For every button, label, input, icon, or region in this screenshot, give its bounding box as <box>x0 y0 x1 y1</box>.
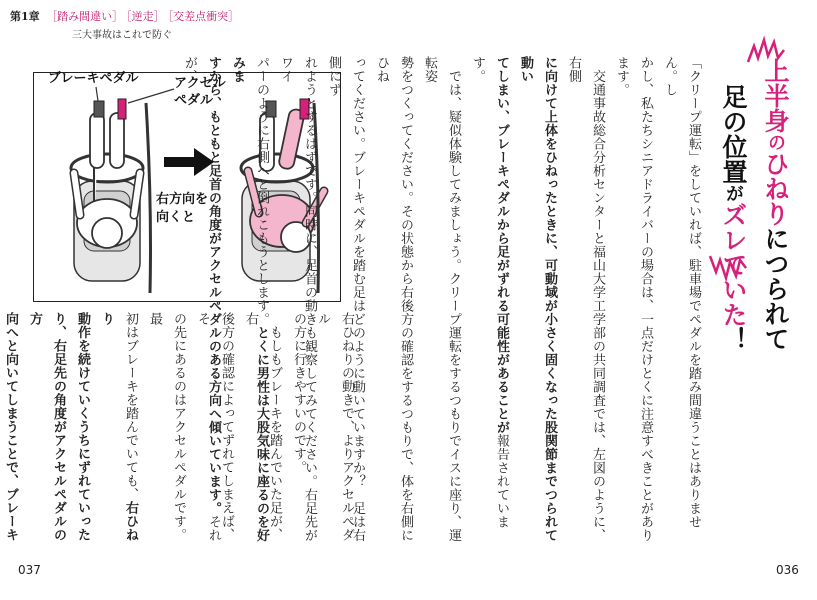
right-line-10b: とくに男性は大股気味に座るのを好みま <box>230 56 269 542</box>
left-line-6a: 初はブレーキを踏んでいても、 <box>123 312 138 501</box>
chapter-number: 第1章 <box>10 10 40 23</box>
right-line-8: ってください。ブレーキペダルを踏む足はどのように動いていますか？ 足は右側にず <box>326 56 365 542</box>
right-line-11: それが、 <box>182 56 221 542</box>
left-line-9: 向へと向いてしまうことで、ブレーキ <box>3 312 18 542</box>
chapter-tag-fumimachigai: ［踏み間違い］ <box>46 10 124 23</box>
right-line-4: に向けて上体をひねったときに、可動域が小さく固くなった股関節までつられて動い <box>518 56 557 542</box>
right-line-2: かし、私たちシニアドライバーの場合は、一点だけとくに注意すべきことがあります。 <box>614 56 653 542</box>
left-line-2: の方に行きやすいのです。 <box>291 312 306 474</box>
accel-pedal-label: アクセル ペダル <box>174 76 226 108</box>
left-line-3: もしもブレーキを踏んでいた足が、右 <box>243 312 282 542</box>
right-line-11b: すから、もともと足首の角度がアクセルペダルのある方向へ傾いています。 <box>206 56 221 515</box>
chapter-header <box>10 8 239 24</box>
right-line-10a: パーのように右側へと倒れこもうとします。 <box>254 56 269 326</box>
right-line-1: 「クリープ運転」をしていれば、駐車場でペダルを踏み間違うことはありません。し <box>662 56 701 529</box>
chapter-tag-gyakusou: ［逆走］ <box>126 10 165 23</box>
headline-col-1: 上半身のひねりにつられて <box>761 58 790 351</box>
left-line-1: 右ひねりの動きで、よりアクセルペダル <box>315 312 354 542</box>
chapter-subtitle: 三大事故はこれで防ぐ <box>72 30 172 41</box>
brake-pedal-label: ブレーキペダル <box>48 71 139 86</box>
right-line-5: 報告されています。 <box>470 56 509 529</box>
left-line-7: 動作を続けていくうちにずれていった <box>75 312 90 542</box>
turn-right-label: 右方向を 向くと <box>156 192 209 225</box>
right-line-3: 交通事故総合分析センターと福山大学工学部の共同調査では、左図のように、右側 <box>566 56 605 542</box>
right-line-5b: てしまい、ブレーキペダルから足がずれる可能性があることが <box>494 56 509 434</box>
left-line-4: 後方の確認によってずれてしまえば、そ <box>195 312 234 542</box>
page-number-left: 037 <box>18 563 41 577</box>
headline-col-2: 足の位置がズレていた！ <box>719 84 748 352</box>
chapter-tag-koushaten: ［交差点衝突］ <box>167 10 240 23</box>
right-line-7: 勢をつくってください。その状態から右後方の確認をするつもりで、体を右側にひね <box>374 56 413 542</box>
left-seat-figure-icon <box>71 99 151 293</box>
right-line-9: れようとするはずです。同時に、足首の動きも観察してみてください。右足先がワイ <box>278 56 317 542</box>
posture-figure <box>33 72 341 302</box>
right-line-6: では、疑似体験してみましょう。クリープ運転をするつもりでイスに座り、運転姿 <box>422 56 461 542</box>
left-line-6b: 右ひねり <box>99 312 138 542</box>
page-number-right: 036 <box>776 563 799 577</box>
left-line-5: の先にあるのはアクセルペダルです。最 <box>147 312 186 542</box>
left-line-8: り、右足先の角度がアクセルペダルの方 <box>27 312 66 542</box>
